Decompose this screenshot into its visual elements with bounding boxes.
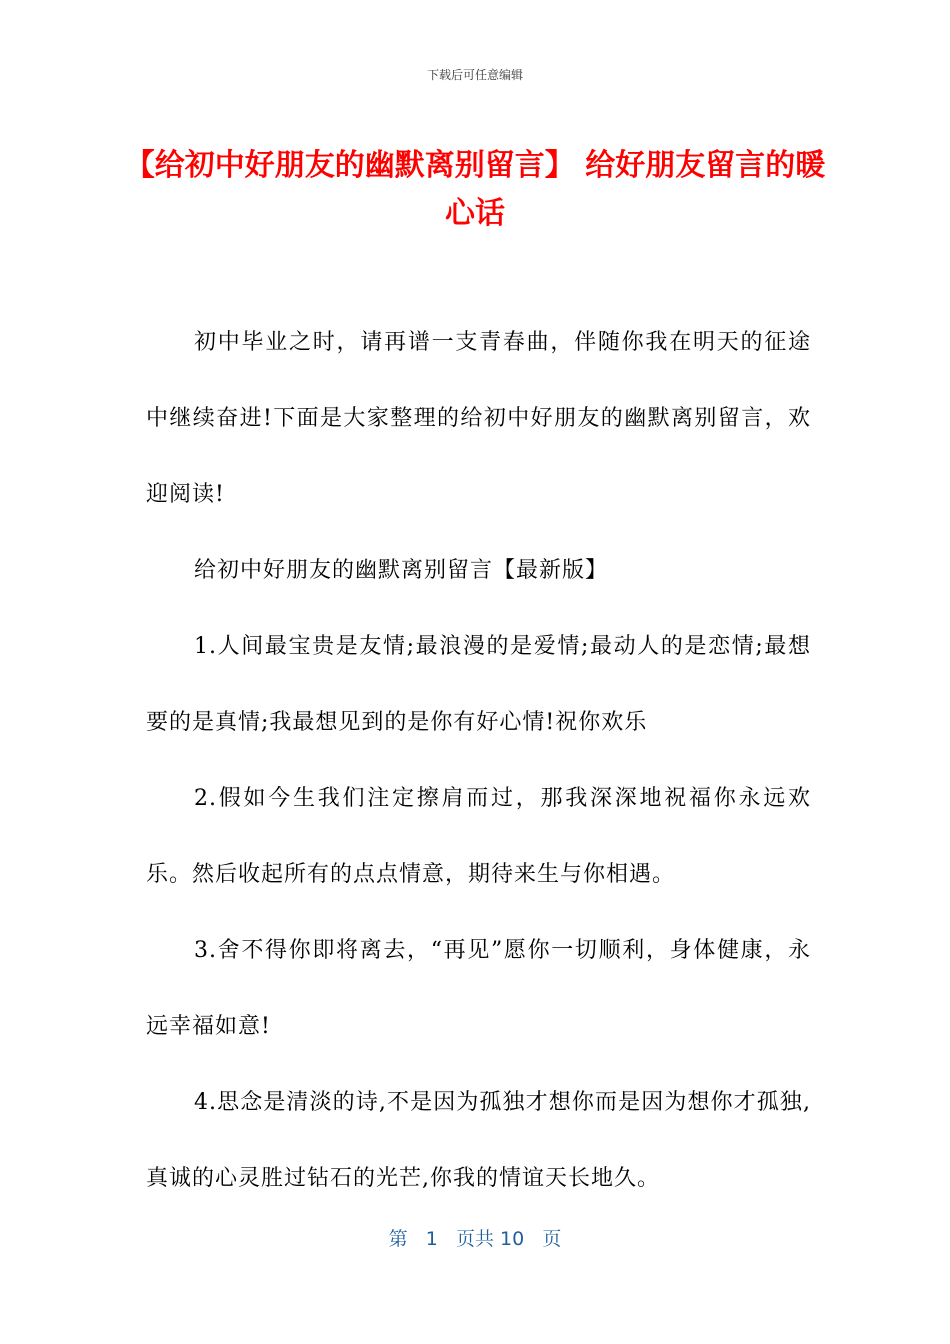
paragraph-item-2: 2.假如今生我们注定擦肩而过，那我深深地祝福你永远欢乐。然后收起所有的点点情意，期待来生与你相遇。 — [146, 786, 811, 887]
page-label-mid: 页共 — [455, 1228, 494, 1250]
paragraph-item-4: 4.思念是清淡的诗,不是因为孤独才想你而是因为想你才孤独,真诚的心灵胜过钻石的光芒,你我的情谊天长地久。 — [146, 1090, 811, 1191]
header-note: 下载后可任意编辑 — [426, 68, 523, 82]
paragraph-item-1: 1.人间最宝贵是友情;最浪漫的是爱情;最动人的是恋情;最想要的是真情;我最想见到的是你有好心情!祝你欢乐 — [146, 634, 811, 735]
current-page-number: 1 — [425, 1228, 438, 1250]
paragraph-intro: 初中毕业之时，请再谱一支青春曲，伴随你我在明天的征途中继续奋进!下面是大家整理的给初中好朋友的幽默离别留言，欢迎阅读! — [146, 330, 811, 507]
paragraph-item-3: 3.舍不得你即将离去，“再见”愿你一切顺利，身体健康，永远幸福如意! — [146, 938, 811, 1039]
page-label-suffix: 页 — [542, 1228, 562, 1250]
page-footer — [0, 1224, 950, 1251]
total-pages-number: 10 — [500, 1228, 525, 1250]
page-label-prefix: 第 — [388, 1228, 408, 1250]
paragraph-section-heading: 给初中好朋友的幽默离别留言【最新版】 — [194, 558, 609, 583]
document-body — [146, 305, 811, 1217]
document-title: 【给初中好朋友的幽默离别留言】 给好朋友留言的暖心话 — [124, 148, 826, 231]
